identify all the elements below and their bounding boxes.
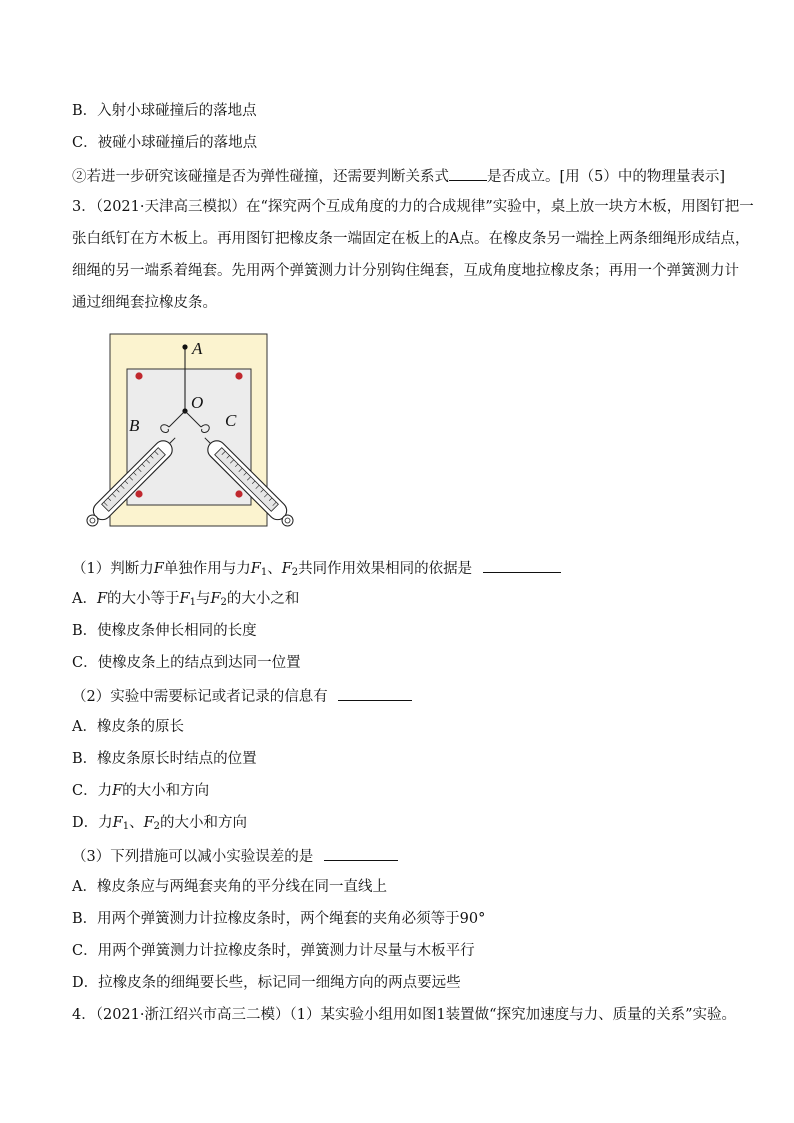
answer-blank-3[interactable] [324, 845, 398, 861]
experiment-figure [84, 330, 296, 530]
option-d: D．拉橡皮条的细绳要长些，标记同一细绳方向的两点要远些 [72, 975, 461, 991]
question-4-line-1: 4．（2021·浙江绍兴市高三二模）（1）某实验小组用如图1装置做“探究加速度与力、质量的关系”实验。 [72, 1007, 737, 1023]
answer-blank-2[interactable] [338, 685, 412, 701]
option-b: B．橡皮条原长时结点的位置 [72, 751, 257, 767]
sub-question-1-stem: （1）判断力F单独作用与力$F_1$、$F_2$共同作用效果相同的依据是 [72, 557, 732, 583]
answer-blank-1[interactable] [483, 557, 561, 573]
question-3-line-4: 通过细绳套拉橡皮条。 [72, 295, 217, 311]
option-b: B．使橡皮条伸长相同的长度 [72, 623, 257, 639]
label-c: C [225, 411, 237, 430]
option-c: C．用两个弹簧测力计拉橡皮条时，弹簧测力计尽量与木板平行 [72, 943, 475, 959]
pin-top-right [235, 372, 242, 379]
line-b: B．入射小球碰撞后的落地点 [72, 103, 257, 119]
sub-question-2-stem: （2）实验中需要标记或者记录的信息有 [72, 685, 732, 707]
label-b: B [129, 416, 140, 435]
option-a: A．橡皮条应与两绳套夹角的平分线在同一直线上 [72, 879, 387, 895]
pin-bottom-right [235, 490, 242, 497]
white-paper [127, 369, 251, 505]
label-o: O [191, 393, 204, 412]
pin-top-left [135, 372, 142, 379]
label-a: A [192, 339, 203, 358]
option-a: A．橡皮条的原长 [72, 719, 184, 735]
option-b: B．用两个弹簧测力计拉橡皮条时，两个绳套的夹角必须等于90° [72, 911, 486, 927]
question-3-line-3: 细绳的另一端系着绳套。先用两个弹簧测力计分别钩住绳套，互成角度地拉橡皮条；再用一个弹簧测力计 [72, 263, 739, 279]
question-3-line-1: 3．（2021·天津高三模拟）在“探究两个互成角度的力的合成规律”实验中，桌上放一块方木板，用图钉把一 [72, 199, 754, 215]
option-a: A．F的大小等于$F_1$与$F_2$的大小之和 [72, 591, 300, 608]
option-c: C．力F的大小和方向 [72, 783, 210, 799]
option-c: C．使橡皮条上的结点到达同一位置 [72, 655, 301, 671]
line-c: C．被碰小球碰撞后的落地点 [72, 135, 258, 151]
line-2: ②若进一步研究该碰撞是否为弹性碰撞，还需要判断关系式 是否成立。[用（5）中的物理量表示] [72, 165, 732, 187]
point-a [182, 344, 187, 349]
answer-blank[interactable] [449, 165, 487, 181]
pin-bottom-left [135, 490, 142, 497]
question-3-line-2: 张白纸钉在方木板上。再用图钉把橡皮条一端固定在板上的A点。在橡皮条另一端拴上两条细绳形成结点， [72, 231, 750, 247]
sub-question-3-stem: （3）下列措施可以减小实验误差的是 [72, 845, 732, 867]
option-d: D．力$F_1$、$F_2$的大小和方向 [72, 815, 248, 832]
